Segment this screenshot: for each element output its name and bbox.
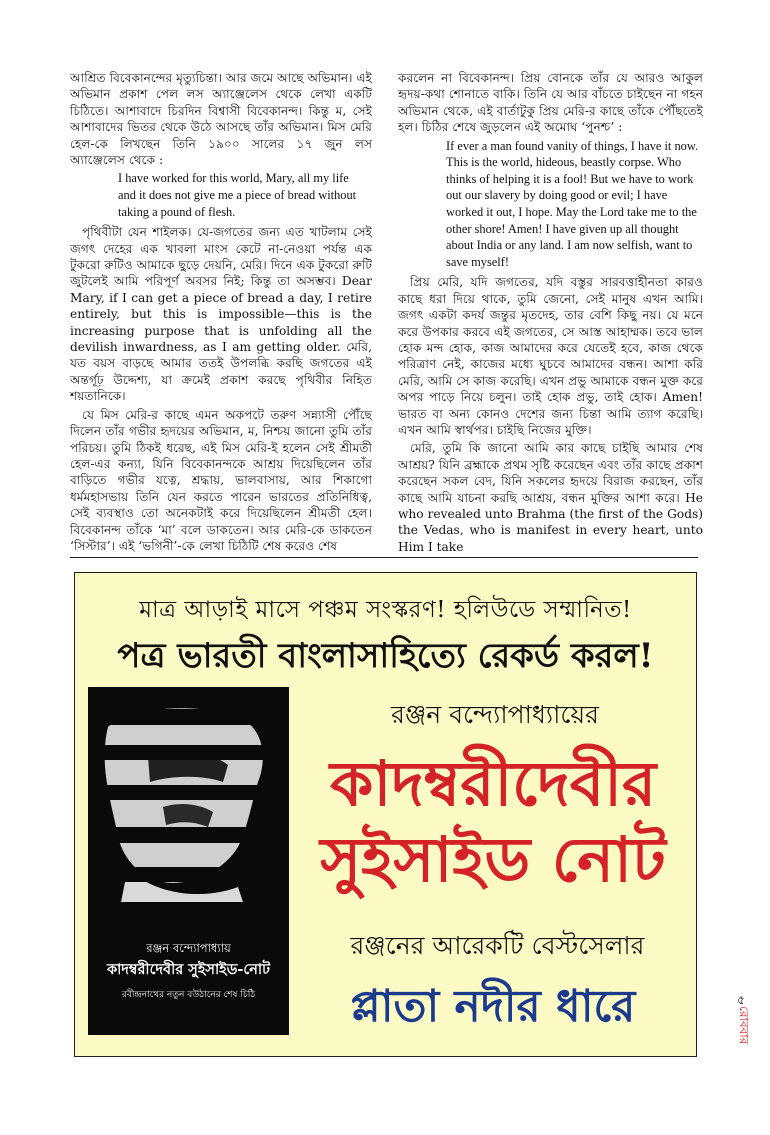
page-number: ৫ — [737, 993, 745, 1007]
article-column-left — [70, 70, 372, 554]
ad-tagline: মাত্র আড়াই মাসে পঞ্চম সংস্করণ! হলিউডে সম্মানিত! — [139, 597, 632, 623]
english-quote: If ever a man found vanity of things, I have it now. This is the world, hideous, beastly corpse. Who thinks of helping it is a fool! But we have to work out our slavery by doing good or evil; I have worked it out, I hope. May the Lord take me to the other shore! Amen! I have given up all thought about India or any land. I am now selfish, want to save myself! — [446, 138, 699, 269]
ad-bestseller-title: প্লাতা নদীর ধারে — [350, 981, 636, 1032]
article-paragraph: প্রিয় মেরি, যদি জগতের, যদি বস্তুর সারবত্তাহীনতা কারও কাছে ধরা দিয়ে থাকে, তুমি জেনো, সেই মানুষ এখন আমি। জগৎ একটা কদর্য জন্তুর মৃতদেহ, তার বেশি কিছু নয়। যে মনে করে উপকার করবে এই জগতের, সে আস্ত আহাম্মক। তবে ভাল হোক মন্দ হোক, কাজ আমাদের করে যেতেই হবে, কাজ থেকে পরিত্রাণ নেই, কাজের মধ্যে ঘুচবে আমাদের বন্ধন। আশা করি মেরি, আমি সে কাজ করেছি। এখন প্রভু আমাকে বন্ধন মুক্ত করে অপর পাড়ে নিয়ে চলুন। তাই হোক প্রভু, তাই হোক। Amen! ভারত বা অন্য কোনও দেশের জন্য চিন্তা আমি ত্যাগ করেছি। এখন আমি স্বার্থপর। চাইছি নিজের মুক্তি। — [398, 275, 703, 438]
book-advertisement — [74, 572, 697, 1057]
ad-headline: পত্র ভারতী বাংলাসাহিত্যে রেকর্ড করল! — [117, 636, 654, 676]
article-paragraph: করলেন না বিবেকানন্দ। প্রিয় বোনকে তাঁর যে আরও আকুল হৃদয়-কথা শোনাতে বাকি। তিনি যে আর বাঁচতে চাইছেন না গহন অভিমান থেকে, এই বার্তাটুকু প্রিয় মেরি-র কাছে তাঁকে পৌঁছতেই হল। চিঠির শেষে জুড়লেন এই অমোঘ ‘পুনশ্চ’ : — [398, 71, 703, 135]
section-divider — [70, 557, 698, 558]
english-quote: I have worked for this world, Mary, all my life and it does not give me a piece of bread without taking a pound of flesh. — [118, 171, 357, 219]
magazine-name: রোববার — [737, 1006, 751, 1045]
ad-bestseller-line: রঞ্জনের আরেকটি বেস্টসেলার — [350, 931, 645, 960]
book-cover-subtitle: রবীন্দ্রনাথের নতুন বউঠানের শেষ চিঠি — [121, 990, 256, 1000]
ad-book-title-line1: কাদম্বরীদেবীর — [329, 747, 657, 820]
book-cover-author: রঞ্জন বন্দ্যোপাধ্যায় — [146, 941, 231, 955]
article-column-right — [398, 70, 703, 555]
book-cover-title: কাদম্বরীদেবীর সুইসাইড-নোট — [106, 961, 271, 978]
book-cover-image — [88, 687, 289, 1035]
article-paragraph: আশ্রিত বিবেকানন্দের মৃত্যুচিন্তা। আর জমে আছে অভিমান। এই অভিমান প্রকাশ পেল লস অ্যাঞ্জেলেস থেকে লেখা একটি চিঠিতে। আশাবাদে চিরদিন বিশ্বাসী বিবেকানন্দ। কিন্তু ম, সেই আশাবাদের ভিতর থেকে উঠে আসছে তাঁর অভিমান। মিস মেরি হেল-কে লিখছেন তিনি ১৯০০ সালের ১৭ জুন লস অ্যাঞ্জেলেস থেকে : — [70, 71, 372, 168]
ad-book-title-line2: সুইসাইড নোট — [320, 823, 666, 896]
article-paragraph: মেরি, তুমি কি জানো আমি কার কাছে চাইছি আমার শেষ আশ্রয়? যিনি ব্রহ্মাকে প্রথম সৃষ্টি করেছেন এবং তাঁর কাছে প্রকাশ করেছেন সকল বেদ, যিনি সকলের হৃদয়ে বিরাজ করছেন, তাঁর কাছে আমি যাচনা করছি আশ্রয়, বন্ধন মুক্তির আশা করে। He who revealed unto Brahma (the first of the Gods) the Vedas, who is manifest in every heart, unto Him I take — [398, 441, 703, 554]
ad-author-line: রঞ্জন বন্দ্যোপাধ্যায়ের — [391, 700, 599, 729]
article-paragraph: যে মিস মেরি-র কাছে এমন অকপটে তরুণ সন্ন্যাসী পৌঁছে দিলেন তাঁর গভীর হৃদয়ের অভিমান, ম, নিশ্চয় জানো তুমি তাঁর পরিচয়। তুমি ঠিকই ধরেছ, এই মিস মেরি-ই হলেন সেই শ্রীমতী হেল-এর কন্যা, যিনি বিবেকানন্দকে আশ্রয় দিয়েছিলেন তাঁর বাড়িতে গভীর যত্নে, শ্রদ্ধায়, ভালবাসায়, আর শিকাগো ধর্মমহাসভায় তিনি যেন করতে পারেন ভারতের প্রতিনিধিত্ব, সেই ব্যবস্থাও তো অনেকটাই করে দিয়েছিলেন শ্রীমতী হেল। বিবেকানন্দ তাঁকে ‘মা’ বলে ডাকতেন। আর মেরি-কে ডাকতেন ‘সিস্টার’। এই ‘ভগিনী’-কে লেখা চিঠিটি শেষ করেও শেষ — [70, 407, 372, 553]
article-paragraph: পৃথিবীটা যেন শাইলক। যে-জগতের জন্য এত খাটলাম সেই জগৎ দেহের এক খাবলা মাংস কেটে না-নেওয়া পর্যন্ত এক টুকরো রুটিও আমাকে ছুড়ে দেয়নি, মেরি। দিনে এক টুকরো রুটি জুটলেই আমি পরিপূর্ণ অবসর নিই; কিন্তু তা অসম্ভব। Dear Mary, if I can get a piece of bread a day, I retire entirely, but this is impossible—this is the increasing purpose that is unfolding all the devilish inwardness, as I am getting older. মেরি, যত বয়স বাড়ছে আমার ততই উপলব্ধি করছি জগতের এই অন্তর্গূঢ় উদ্দেশ্য, যা ক্রমেই প্রকাশ করছে পৃথিবীর নিহিত শয়তানিকে। — [70, 225, 372, 404]
